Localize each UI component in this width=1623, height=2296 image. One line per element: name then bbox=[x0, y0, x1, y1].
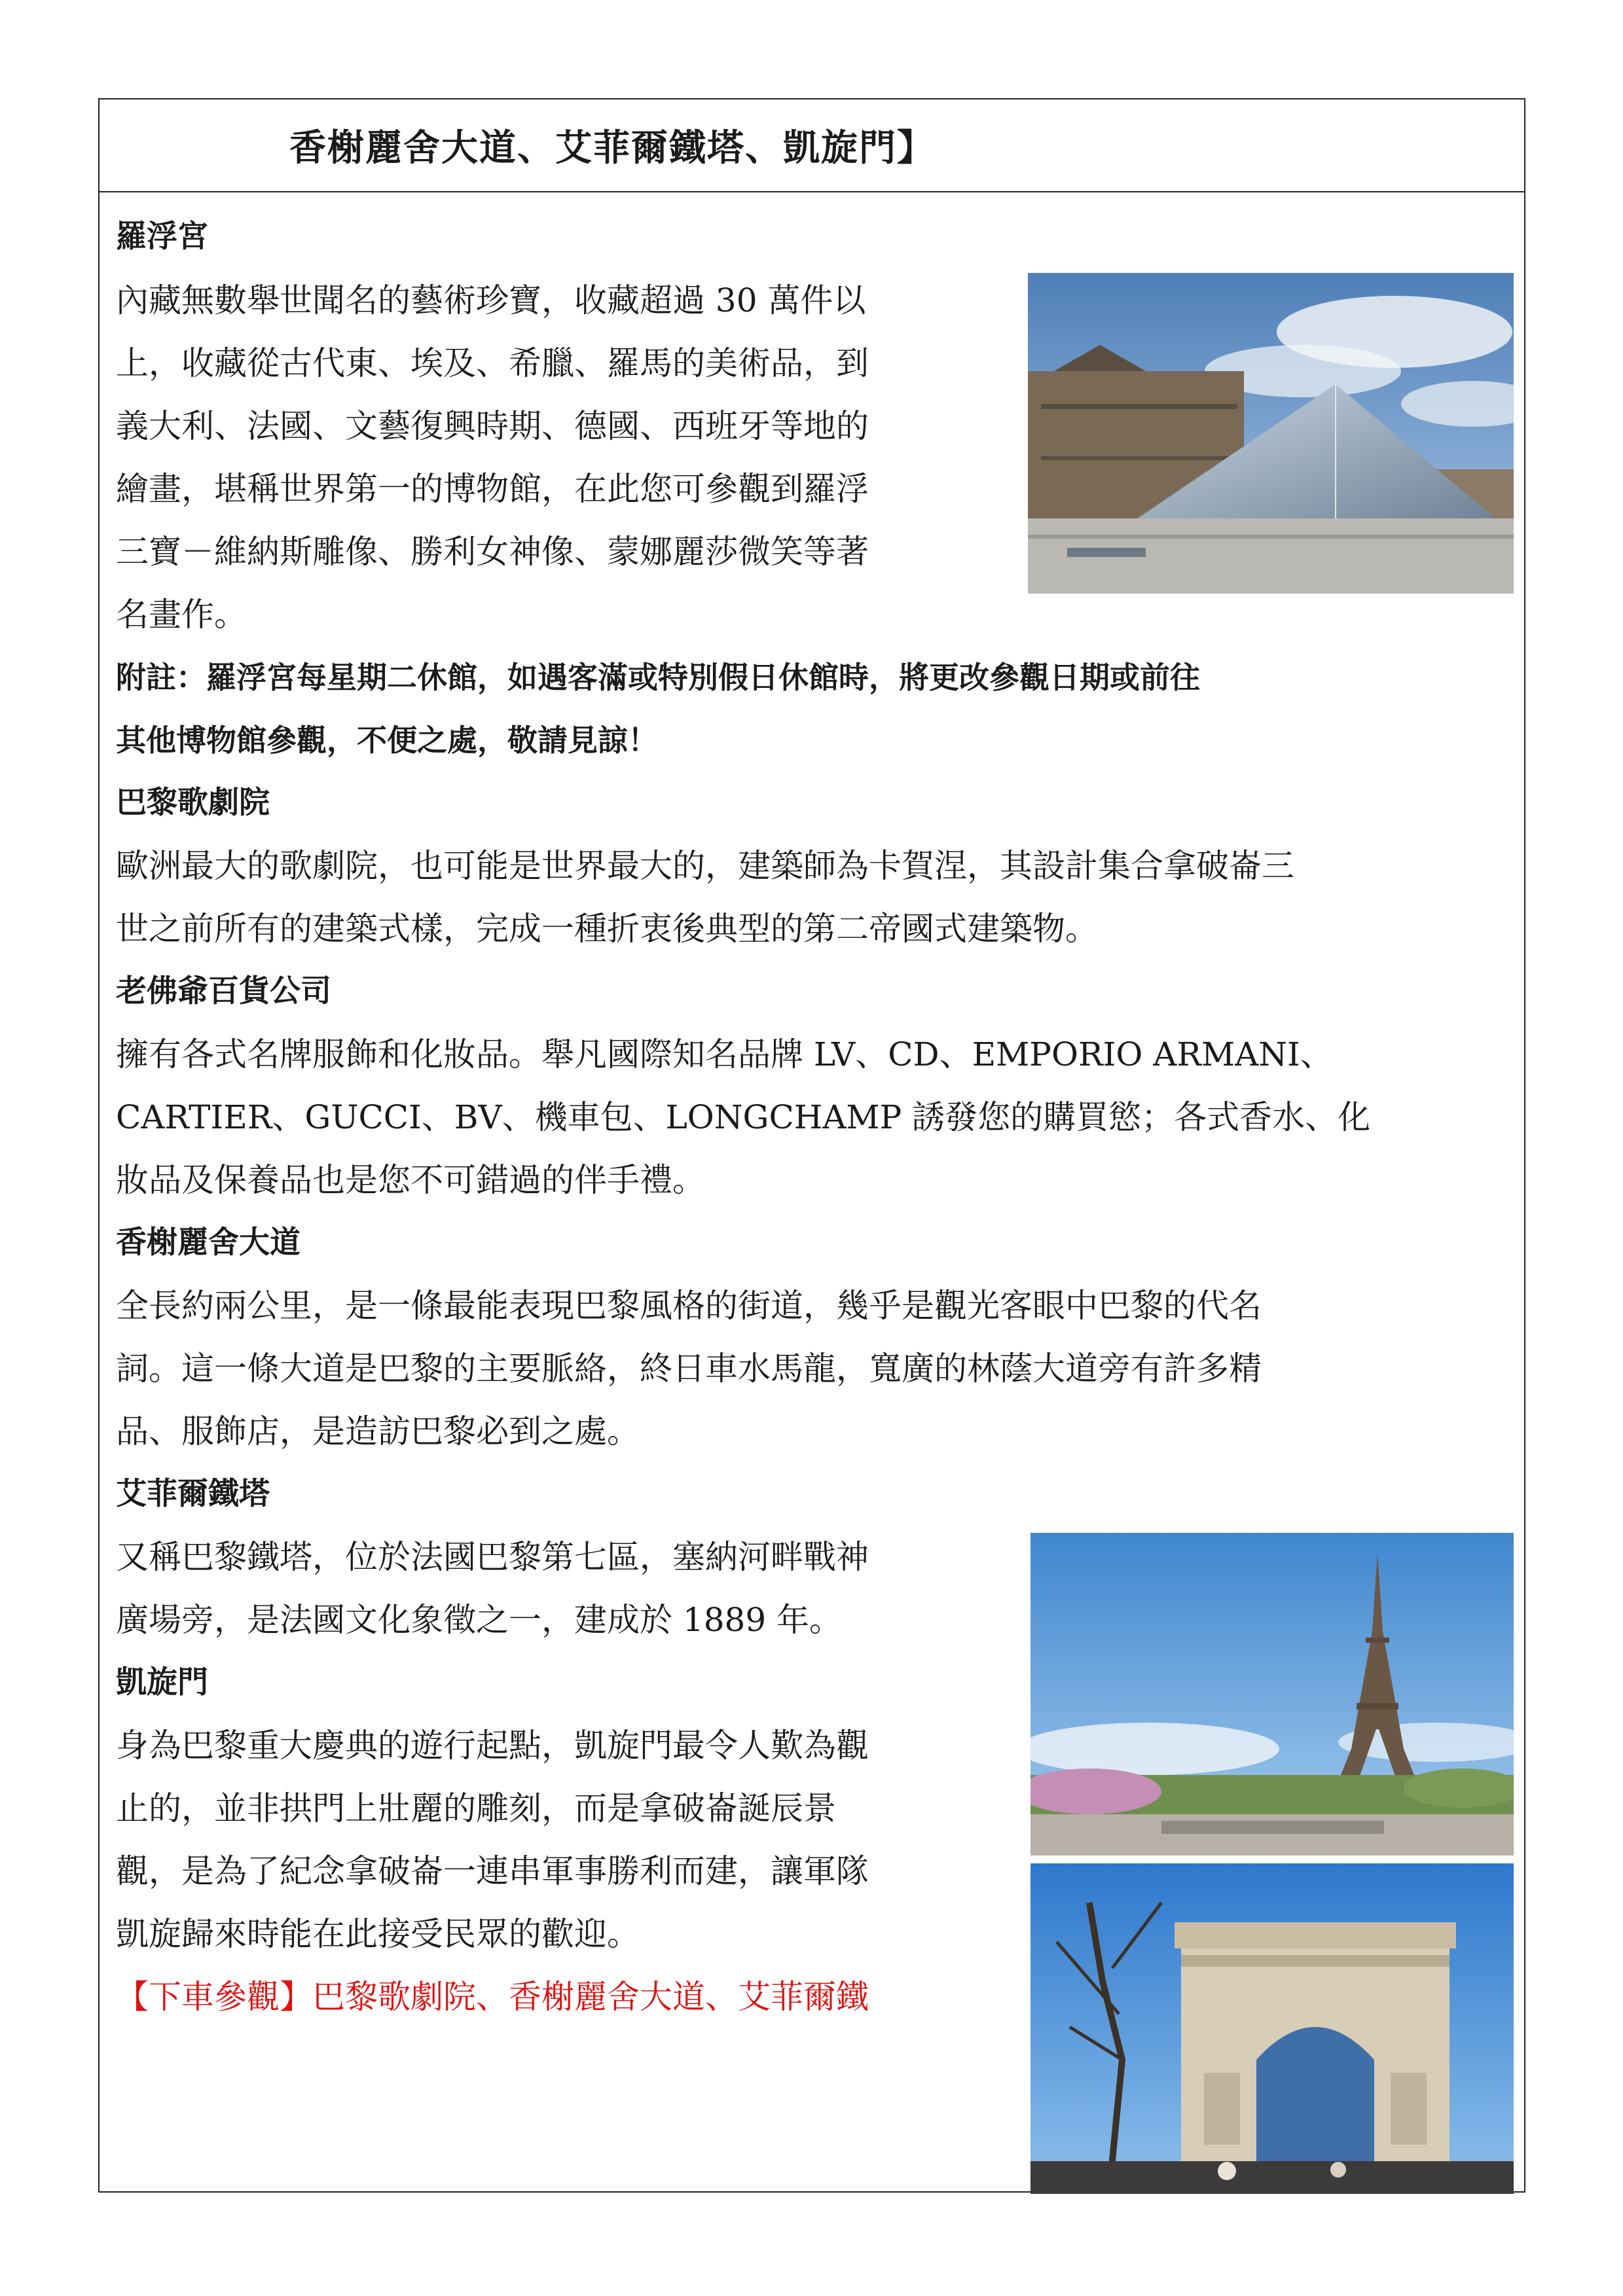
eiffel-photo bbox=[1030, 1533, 1514, 1856]
lafayette-heading: 老佛爺百貨公司 bbox=[116, 973, 331, 1009]
champs-line: 全長約兩公里，是一條最能表現巴黎風格的街道，幾乎是觀光客眼中巴黎的代名 bbox=[116, 1287, 1262, 1325]
louvre-heading: 羅浮宮 bbox=[116, 219, 208, 255]
title-row bbox=[100, 99, 1524, 192]
arc-line: 止的，並非拱門上壯麗的雕刻，而是拿破崙誕辰景 bbox=[116, 1789, 836, 1827]
louvre-line: 上，收藏從古代東、埃及、希臘、羅馬的美術品，到 bbox=[116, 344, 869, 382]
louvre-line: 名畫作。 bbox=[116, 596, 247, 634]
eiffel-line: 廣場旁，是法國文化象徵之一，建成於 1889 年。 bbox=[116, 1601, 843, 1639]
lafayette-line: CARTIER、GUCCI、BV、機車包、LONGCHAMP 誘發您的購買慾；各式香水、化 bbox=[116, 1098, 1371, 1136]
lafayette-line: 妝品及保養品也是您不可錯過的伴手禮。 bbox=[116, 1161, 705, 1199]
champs-line: 品、服飾店，是造訪巴黎必到之處。 bbox=[116, 1412, 640, 1450]
opera-line: 世之前所有的建築式樣，完成一種折衷後典型的第二帝國式建築物。 bbox=[116, 910, 1098, 948]
louvre-line: 義大利、法國、文藝復興時期、德國、西班牙等地的 bbox=[116, 407, 869, 445]
champs-line: 詞。這一條大道是巴黎的主要脈絡，終日車水馬龍，寬廣的林蔭大道旁有許多精 bbox=[116, 1350, 1262, 1388]
louvre-note: 附註：羅浮宮每星期二休館，如遇客滿或特別假日休館時，將更改參觀日期或前往 bbox=[116, 660, 1200, 695]
opera-heading: 巴黎歌劇院 bbox=[116, 785, 270, 821]
champs-heading: 香榭麗舍大道 bbox=[116, 1225, 301, 1261]
louvre-line: 三寶－維納斯雕像、勝利女神像、蒙娜麗莎微笑等著 bbox=[116, 533, 869, 571]
eiffel-line: 又稱巴黎鐵塔，位於法國巴黎第七區，塞納河畔戰神 bbox=[116, 1538, 869, 1576]
louvre-photo bbox=[1028, 273, 1514, 594]
louvre-line: 內藏無數舉世聞名的藝術珍寶，收藏超過 30 萬件以 bbox=[116, 281, 866, 319]
louvre-line: 繪畫，堪稱世界第一的博物館，在此您可參觀到羅浮 bbox=[116, 470, 869, 508]
lafayette-line: 擁有各式名牌服飾和化妝品。舉凡國際知名品牌 LV、CD、EMPORIO ARMANI、 bbox=[116, 1035, 1333, 1073]
page-title: 香榭麗舍大道、艾菲爾鐵塔、凱旋門】 bbox=[289, 127, 935, 170]
eiffel-heading: 艾菲爾鐵塔 bbox=[116, 1476, 270, 1512]
arc-heading: 凱旋門 bbox=[116, 1664, 208, 1700]
arc-line: 觀，是為了紀念拿破崙一連串軍事勝利而建，讓軍隊 bbox=[116, 1852, 869, 1890]
arc-de-triomphe-photo bbox=[1030, 1863, 1514, 2194]
arc-line: 身為巴黎重大慶典的遊行起點，凱旋門最令人歎為觀 bbox=[116, 1727, 869, 1765]
opera-line: 歐洲最大的歌劇院，也可能是世界最大的，建築師為卡賀涅，其設計集合拿破崙三 bbox=[116, 847, 1294, 885]
itinerary-frame bbox=[98, 98, 1525, 2193]
footer-red-note: 【下車參觀】巴黎歌劇院、香榭麗舍大道、艾菲爾鐵 bbox=[116, 1978, 869, 2016]
louvre-note: 其他博物館參觀，不便之處，敬請見諒！ bbox=[116, 723, 658, 758]
arc-line: 凱旋歸來時能在此接受民眾的歡迎。 bbox=[116, 1915, 640, 1953]
